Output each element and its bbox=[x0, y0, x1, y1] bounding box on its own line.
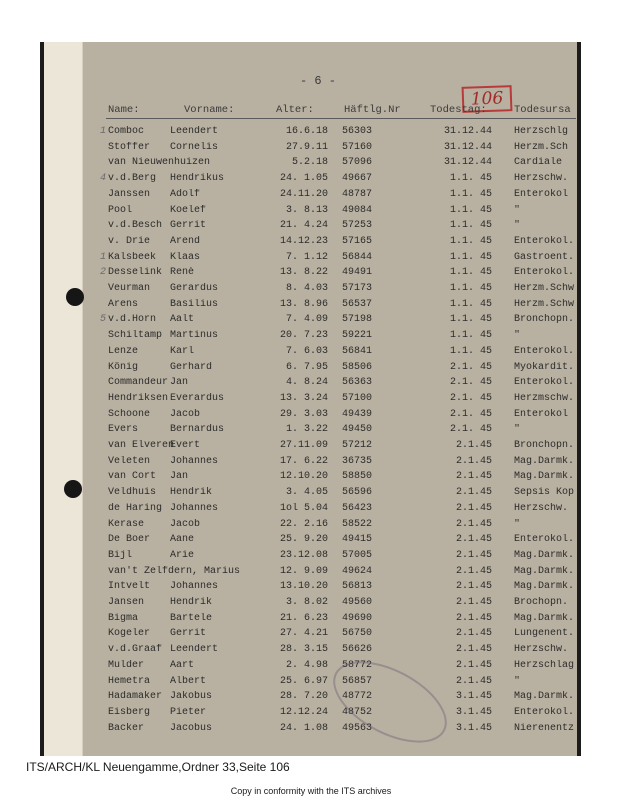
cell-name: Schiltamp bbox=[108, 330, 163, 342]
table-row bbox=[44, 440, 577, 455]
cell-cause-of-death: Gastroent. bbox=[514, 251, 575, 263]
cell-death-date: 2.1.45 bbox=[455, 455, 492, 467]
row-mark: 2 bbox=[99, 267, 106, 279]
cell-cause-of-death: " bbox=[514, 204, 521, 216]
cell-first-name: Basilius bbox=[170, 298, 219, 310]
cell-first-name: Albert bbox=[170, 675, 207, 687]
cell-birth-date: 1. 3.22 bbox=[285, 424, 328, 436]
cell-name: Stoffer bbox=[108, 141, 151, 153]
cell-death-date: 3.1.45 bbox=[455, 722, 492, 734]
table-row bbox=[44, 252, 577, 267]
cell-first-name: Johannes bbox=[170, 502, 219, 514]
cell-birth-date: 25. 6.97 bbox=[279, 675, 328, 687]
cell-name: van Nieuwenhuizen bbox=[108, 157, 211, 169]
cell-name: Veleten bbox=[108, 455, 151, 467]
cell-birth-date: 13. 3.24 bbox=[279, 392, 328, 404]
cell-first-name: Pieter bbox=[170, 706, 207, 718]
cell-birth-date: 1ol 5.04 bbox=[279, 502, 328, 514]
cell-cause-of-death: Mag.Darmk. bbox=[514, 581, 575, 593]
scanned-document bbox=[40, 42, 581, 756]
cell-death-date: 2.1.45 bbox=[455, 565, 492, 577]
cell-birth-date: 7. 1.12 bbox=[285, 251, 328, 263]
cell-first-name: Jacobus bbox=[170, 722, 213, 734]
cell-first-name: Karl bbox=[170, 345, 195, 357]
row-mark: 1 bbox=[99, 126, 106, 137]
cell-prisoner-number: 56813 bbox=[342, 581, 373, 593]
cell-prisoner-number: 48752 bbox=[342, 706, 373, 718]
cell-first-name: Johannes bbox=[170, 581, 219, 593]
cell-prisoner-number: 49084 bbox=[342, 204, 373, 216]
table-row bbox=[44, 534, 577, 549]
cell-birth-date: 12. 9.09 bbox=[279, 565, 328, 577]
cell-name: De Boer bbox=[108, 534, 151, 546]
cell-name: van Elveren bbox=[108, 440, 175, 451]
cell-prisoner-number: 56596 bbox=[342, 487, 373, 499]
cell-birth-date: 27. 4.21 bbox=[279, 628, 328, 640]
cell-death-date: 1.1. 45 bbox=[449, 204, 492, 216]
cell-death-date: 2.1.45 bbox=[455, 659, 492, 671]
cell-prisoner-number: 36735 bbox=[342, 455, 373, 467]
table-row bbox=[44, 157, 577, 172]
cell-birth-date: 28. 3.15 bbox=[279, 644, 328, 656]
cell-birth-date: 16.6.18 bbox=[285, 126, 328, 137]
cell-death-date: 1.1. 45 bbox=[449, 188, 492, 200]
cell-name: Intvelt bbox=[108, 581, 151, 593]
cell-birth-date: 2. 4.98 bbox=[285, 659, 328, 671]
cell-first-name: Jan bbox=[170, 377, 189, 389]
page-number: - 6 - bbox=[300, 74, 337, 88]
cell-name: v. Drie bbox=[108, 235, 151, 247]
cell-birth-date: 21. 4.24 bbox=[279, 220, 328, 232]
table-row bbox=[44, 236, 577, 251]
cell-cause-of-death: Enterokol. bbox=[514, 706, 575, 718]
cell-prisoner-number: 57173 bbox=[342, 283, 373, 294]
cell-cause-of-death: Herzm.Schw bbox=[514, 283, 575, 294]
cell-cause-of-death: Herzschlg bbox=[514, 126, 569, 137]
cell-prisoner-number: 48772 bbox=[342, 691, 373, 703]
cell-cause-of-death: Mag.Darmk. bbox=[514, 471, 575, 483]
cell-cause-of-death: " bbox=[514, 220, 521, 232]
table-row bbox=[44, 597, 577, 612]
cell-birth-date: 12.10.20 bbox=[279, 471, 328, 483]
cell-birth-date: 25. 9.20 bbox=[279, 534, 328, 546]
cell-first-name: Leendert bbox=[170, 644, 219, 656]
cell-cause-of-death: Mag.Darmk. bbox=[514, 455, 575, 467]
cell-birth-date: 3. 8.02 bbox=[285, 597, 328, 608]
cell-birth-date: 4. 8.24 bbox=[285, 377, 328, 389]
cell-first-name: Aalt bbox=[170, 314, 195, 326]
table-row bbox=[44, 613, 577, 628]
cell-name: Backer bbox=[108, 722, 145, 734]
cell-birth-date: 24. 1.05 bbox=[279, 173, 328, 185]
cell-death-date: 1.1. 45 bbox=[449, 235, 492, 247]
table-row bbox=[44, 189, 577, 204]
cell-prisoner-number: 56303 bbox=[342, 126, 373, 137]
cell-prisoner-number: 57160 bbox=[342, 141, 373, 153]
cell-cause-of-death: Bronchopn. bbox=[514, 314, 575, 326]
cell-birth-date: 13.10.20 bbox=[279, 581, 328, 593]
cell-death-date: 2.1.45 bbox=[455, 644, 492, 656]
cell-death-date: 2.1.45 bbox=[455, 502, 492, 514]
cell-prisoner-number: 57212 bbox=[342, 440, 373, 451]
cell-cause-of-death: " bbox=[514, 424, 521, 436]
cell-name: Bigma bbox=[108, 612, 139, 624]
cell-death-date: 2.1. 45 bbox=[449, 392, 492, 404]
cell-cause-of-death: Herzschw. bbox=[514, 173, 569, 185]
cell-first-name: Hendrik bbox=[170, 487, 213, 499]
cell-prisoner-number: 57100 bbox=[342, 392, 373, 404]
cell-prisoner-number: 59221 bbox=[342, 330, 373, 342]
cell-birth-date: 6. 7.95 bbox=[285, 361, 328, 373]
cell-prisoner-number: 57253 bbox=[342, 220, 373, 232]
cell-birth-date: 7. 6.03 bbox=[285, 345, 328, 357]
cell-cause-of-death: Enterokol. bbox=[514, 235, 575, 247]
cell-first-name: Evert bbox=[170, 440, 201, 451]
cell-prisoner-number: 56626 bbox=[342, 644, 373, 656]
cell-prisoner-number: 58772 bbox=[342, 659, 373, 671]
cell-cause-of-death: Herzschw. bbox=[514, 502, 569, 514]
header-death-date: Todestag: bbox=[430, 104, 487, 116]
cell-cause-of-death: Enterokol. bbox=[514, 377, 575, 389]
table-row bbox=[44, 581, 577, 596]
row-mark: 4 bbox=[99, 173, 106, 185]
cell-prisoner-number: 58522 bbox=[342, 518, 373, 530]
cell-birth-date: 29. 3.03 bbox=[279, 408, 328, 420]
table-row bbox=[44, 456, 577, 471]
cell-death-date: 1.1. 45 bbox=[449, 220, 492, 232]
cell-prisoner-number: 56844 bbox=[342, 251, 373, 263]
cell-name: Veldhuis bbox=[108, 487, 157, 499]
cell-name: v.d.Besch bbox=[108, 220, 163, 232]
cell-death-date: 2.1.45 bbox=[455, 675, 492, 687]
cell-prisoner-number: 57005 bbox=[342, 549, 373, 561]
cell-death-date: 2.1.45 bbox=[455, 581, 492, 593]
cell-death-date: 2.1. 45 bbox=[449, 377, 492, 389]
cell-birth-date: 13. 8.96 bbox=[279, 298, 328, 310]
cell-death-date: 1.1. 45 bbox=[449, 283, 492, 294]
table-row bbox=[44, 393, 577, 408]
table-row bbox=[44, 126, 577, 141]
table-row bbox=[44, 283, 577, 298]
cell-name: Lenze bbox=[108, 345, 139, 357]
table-row bbox=[44, 566, 577, 581]
cell-name: Hadamaker bbox=[108, 691, 163, 703]
cell-name: v.d.Horn bbox=[108, 314, 157, 326]
cell-cause-of-death: Herzschw. bbox=[514, 644, 569, 656]
table-row bbox=[44, 142, 577, 157]
cell-birth-date: 7. 4.09 bbox=[285, 314, 328, 326]
cell-first-name: Renè bbox=[170, 267, 195, 279]
cell-cause-of-death: " bbox=[514, 675, 521, 687]
cell-name: Schoone bbox=[108, 408, 151, 420]
cell-first-name: Koelef bbox=[170, 204, 207, 216]
cell-prisoner-number: 49491 bbox=[342, 267, 373, 279]
table-row bbox=[44, 471, 577, 486]
cell-prisoner-number: 57198 bbox=[342, 314, 373, 326]
cell-death-date: 2.1.45 bbox=[455, 597, 492, 608]
header-name: Name: bbox=[108, 104, 140, 116]
cell-death-date: 1.1. 45 bbox=[449, 267, 492, 279]
cell-first-name: Hendrikus bbox=[170, 173, 225, 185]
cell-death-date: 31.12.44 bbox=[443, 126, 492, 137]
cell-prisoner-number: 49563 bbox=[342, 722, 373, 734]
cell-first-name: Jacob bbox=[170, 518, 201, 530]
cell-death-date: 2.1.45 bbox=[455, 440, 492, 451]
cell-prisoner-number: 49560 bbox=[342, 597, 373, 608]
cell-prisoner-number: 49690 bbox=[342, 612, 373, 624]
cell-name: Commandeur bbox=[108, 377, 169, 389]
cell-cause-of-death: Myokardit. bbox=[514, 361, 575, 373]
cell-death-date: 1.1. 45 bbox=[449, 330, 492, 342]
cell-birth-date: 8. 4.03 bbox=[285, 283, 328, 294]
cell-name: Pool bbox=[108, 204, 133, 216]
cell-cause-of-death: " bbox=[514, 518, 521, 530]
table-row bbox=[44, 676, 577, 691]
cell-death-date: 31.12.44 bbox=[443, 157, 492, 169]
cell-cause-of-death: Lungenent. bbox=[514, 628, 575, 640]
cell-first-name: Arend bbox=[170, 235, 201, 247]
cell-name: Kogeler bbox=[108, 628, 151, 640]
cell-name: Evers bbox=[108, 424, 139, 436]
cell-cause-of-death: Brochopn. bbox=[514, 597, 569, 608]
cell-name: König bbox=[108, 361, 139, 373]
table-row bbox=[44, 660, 577, 675]
cell-death-date: 1.1. 45 bbox=[449, 298, 492, 310]
cell-prisoner-number: 56423 bbox=[342, 502, 373, 514]
header-age: Alter: bbox=[276, 104, 314, 116]
cell-first-name: Aane bbox=[170, 534, 195, 546]
cell-prisoner-number: 56537 bbox=[342, 298, 373, 310]
cell-first-name: Jakobus bbox=[170, 691, 213, 703]
header-prisoner-number: Häftlg.Nr bbox=[344, 104, 401, 116]
cell-cause-of-death: Enterokol. bbox=[514, 267, 575, 279]
cell-cause-of-death: Herzmschw. bbox=[514, 392, 575, 404]
cell-name: v.d.Berg bbox=[108, 173, 157, 185]
table-row bbox=[44, 377, 577, 392]
cell-name: v.d.Graaf bbox=[108, 644, 163, 656]
table-row bbox=[44, 707, 577, 722]
cell-death-date: 3.1.45 bbox=[455, 691, 492, 703]
cell-death-date: 1.1. 45 bbox=[449, 345, 492, 357]
cell-prisoner-number: 56750 bbox=[342, 628, 373, 640]
cell-birth-date: 17. 6.22 bbox=[279, 455, 328, 467]
document-paper bbox=[44, 42, 577, 756]
cell-birth-date: 3. 8.13 bbox=[285, 204, 328, 216]
cell-prisoner-number: 48787 bbox=[342, 188, 373, 200]
cell-prisoner-number: 56363 bbox=[342, 377, 373, 389]
table-row bbox=[44, 205, 577, 220]
cell-name: Veurman bbox=[108, 283, 151, 294]
table-row bbox=[44, 519, 577, 534]
cell-death-date: 2.1.45 bbox=[455, 549, 492, 561]
cell-birth-date: 24.11.20 bbox=[279, 188, 328, 200]
cell-name: Hendriksen bbox=[108, 392, 169, 404]
cell-first-name: Aart bbox=[170, 659, 195, 671]
cell-prisoner-number: 49450 bbox=[342, 424, 373, 436]
cell-cause-of-death: Mag.Darmk. bbox=[514, 612, 575, 624]
cell-first-name: Adolf bbox=[170, 188, 201, 200]
cell-birth-date: 12.12.24 bbox=[279, 706, 328, 718]
cell-birth-date: 14.12.23 bbox=[279, 235, 328, 247]
table-row bbox=[44, 220, 577, 235]
cell-death-date: 2.1.45 bbox=[455, 471, 492, 483]
cell-birth-date: 27.11.09 bbox=[279, 440, 328, 451]
cell-cause-of-death: Enterokol. bbox=[514, 534, 575, 546]
cell-birth-date: 21. 6.23 bbox=[279, 612, 328, 624]
cell-name: Kalsbeek bbox=[108, 251, 157, 263]
table-row bbox=[44, 628, 577, 643]
cell-cause-of-death: Mag.Darmk. bbox=[514, 565, 575, 577]
cell-cause-of-death: Cardiale bbox=[514, 157, 563, 169]
cell-name: Jansen bbox=[108, 597, 145, 608]
cell-name: Arens bbox=[108, 298, 139, 310]
cell-name: van't Zelfdern, Marius bbox=[108, 565, 241, 577]
cell-name: van Cort bbox=[108, 471, 157, 483]
cell-name: de Haring bbox=[108, 502, 163, 514]
cell-first-name: Arie bbox=[170, 549, 195, 561]
cell-cause-of-death: Herzm.Sch bbox=[514, 141, 569, 153]
cell-death-date: 31.12.44 bbox=[443, 141, 492, 153]
cell-name: Hemetra bbox=[108, 675, 151, 687]
table-row bbox=[44, 362, 577, 377]
cell-cause-of-death: Herzschlag bbox=[514, 659, 575, 671]
cell-birth-date: 20. 7.23 bbox=[279, 330, 328, 342]
cell-name: Kerase bbox=[108, 518, 145, 530]
cell-birth-date: 23.12.08 bbox=[279, 549, 328, 561]
cell-name: Comboc bbox=[108, 126, 145, 137]
cell-first-name: Bernardus bbox=[170, 424, 225, 436]
cell-prisoner-number: 49624 bbox=[342, 565, 373, 577]
table-row bbox=[44, 723, 577, 738]
table-row bbox=[44, 330, 577, 345]
cell-death-date: 2.1. 45 bbox=[449, 408, 492, 420]
cell-prisoner-number: 57165 bbox=[342, 235, 373, 247]
cell-death-date: 2.1.45 bbox=[455, 487, 492, 499]
table-row bbox=[44, 550, 577, 565]
cell-first-name: Bartele bbox=[170, 612, 213, 624]
cell-first-name: Johannes bbox=[170, 455, 219, 467]
archive-reference: ITS/ARCH/KL Neuengamme,Ordner 33,Seite 106 bbox=[26, 760, 290, 774]
cell-first-name: Hendrik bbox=[170, 597, 213, 608]
cell-prisoner-number: 56841 bbox=[342, 345, 373, 357]
cell-prisoner-number: 49439 bbox=[342, 408, 373, 420]
cell-first-name: Gerrit bbox=[170, 628, 207, 640]
cell-first-name: Cornelis bbox=[170, 141, 219, 153]
archive-stamp-number: 106 bbox=[462, 85, 513, 113]
cell-birth-date: 24. 1.08 bbox=[279, 722, 328, 734]
cell-death-date: 3.1.45 bbox=[455, 706, 492, 718]
cell-birth-date: 13. 8.22 bbox=[279, 267, 328, 279]
cell-death-date: 2.1.45 bbox=[455, 612, 492, 624]
cell-cause-of-death: Mag.Darmk. bbox=[514, 691, 575, 703]
cell-first-name: Everardus bbox=[170, 392, 225, 404]
table-row bbox=[44, 487, 577, 502]
cell-death-date: 1.1. 45 bbox=[449, 251, 492, 263]
cell-name: Eisberg bbox=[108, 706, 151, 718]
cell-prisoner-number: 58506 bbox=[342, 361, 373, 373]
cell-name: Mulder bbox=[108, 659, 145, 671]
cell-death-date: 1.1. 45 bbox=[449, 314, 492, 326]
cell-name: Bijl bbox=[108, 549, 133, 561]
table-row bbox=[44, 409, 577, 424]
cell-first-name: Gerardus bbox=[170, 283, 219, 294]
cell-birth-date: 28. 7.20 bbox=[279, 691, 328, 703]
table-row bbox=[44, 314, 577, 329]
cell-first-name: Gerhard bbox=[170, 361, 213, 373]
cell-prisoner-number: 49667 bbox=[342, 173, 373, 185]
cell-first-name: Jan bbox=[170, 471, 189, 483]
cell-name: Janssen bbox=[108, 188, 151, 200]
cell-birth-date: 22. 2.16 bbox=[279, 518, 328, 530]
header-first-name: Vorname: bbox=[184, 104, 235, 116]
table-row bbox=[44, 691, 577, 706]
cell-cause-of-death: Mag.Darmk. bbox=[514, 549, 575, 561]
cell-death-date: 1.1. 45 bbox=[449, 173, 492, 185]
cell-first-name: Martinus bbox=[170, 330, 219, 342]
cell-first-name: Klaas bbox=[170, 251, 201, 263]
header-rule bbox=[106, 118, 576, 119]
cell-name: Desselink bbox=[108, 267, 163, 279]
table-row bbox=[44, 644, 577, 659]
cell-first-name: Gerrit bbox=[170, 220, 207, 232]
cell-cause-of-death: Sepsis Kop bbox=[514, 487, 575, 499]
cell-cause-of-death: Enterokol bbox=[514, 408, 569, 420]
header-cause-of-death: Todesursa bbox=[514, 104, 571, 116]
cell-prisoner-number: 58850 bbox=[342, 471, 373, 483]
cell-first-name: Leendert bbox=[170, 126, 219, 137]
row-mark: 1 bbox=[99, 251, 106, 263]
cell-birth-date: 3. 4.05 bbox=[285, 487, 328, 499]
cell-birth-date: 5.2.18 bbox=[291, 157, 328, 169]
cell-death-date: 2.1. 45 bbox=[449, 361, 492, 373]
cell-prisoner-number: 49415 bbox=[342, 534, 373, 546]
cell-cause-of-death: Bronchopn. bbox=[514, 440, 575, 451]
cell-death-date: 2.1.45 bbox=[455, 628, 492, 640]
table-row bbox=[44, 299, 577, 314]
cell-cause-of-death: Herzm.Schw bbox=[514, 298, 575, 310]
table-row bbox=[44, 173, 577, 188]
cell-prisoner-number: 56857 bbox=[342, 675, 373, 687]
cell-prisoner-number: 57096 bbox=[342, 157, 373, 169]
cell-death-date: 2.1. 45 bbox=[449, 424, 492, 436]
cell-first-name: Jacob bbox=[170, 408, 201, 420]
copy-notice: Copy in conformity with the ITS archives bbox=[230, 786, 392, 796]
table-row bbox=[44, 346, 577, 361]
cell-cause-of-death: " bbox=[514, 330, 521, 342]
table-row bbox=[44, 424, 577, 439]
row-mark: 5 bbox=[99, 314, 106, 326]
cell-death-date: 2.1.45 bbox=[455, 518, 492, 530]
cell-death-date: 2.1.45 bbox=[455, 534, 492, 546]
cell-birth-date: 27.9.11 bbox=[285, 141, 328, 153]
cell-cause-of-death: Enterokol bbox=[514, 188, 569, 200]
table-row bbox=[44, 503, 577, 518]
cell-cause-of-death: Enterokol. bbox=[514, 345, 575, 357]
cell-cause-of-death: Nierenentz bbox=[514, 722, 575, 734]
table-row bbox=[44, 267, 577, 282]
